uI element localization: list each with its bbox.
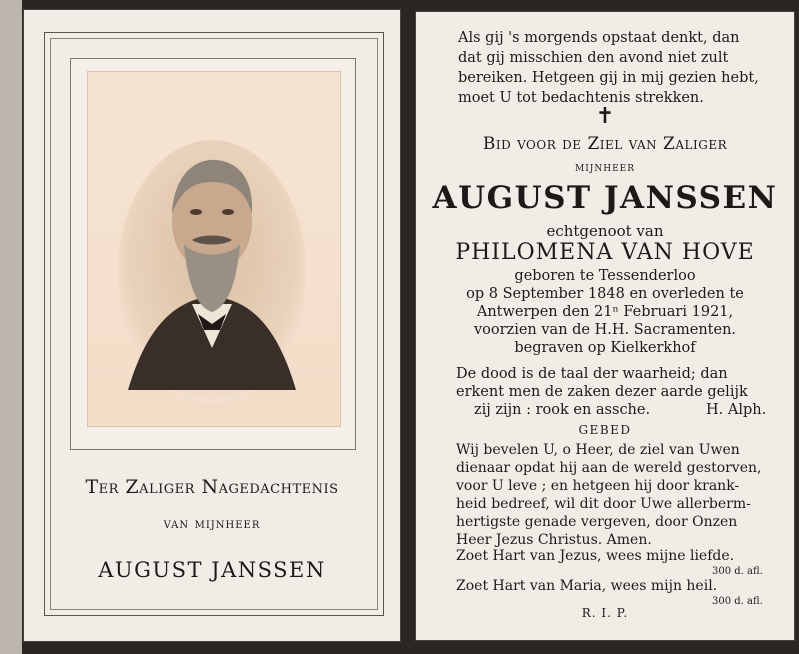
deceased-name: AUGUST JANSSEN: [432, 180, 778, 216]
invocation-maria: Zoet Hart van Maria, wees mijn heil.: [456, 578, 718, 594]
memorial-card-front: [24, 10, 400, 641]
verse-line-3: bereiken. Hetgeen gij in mij gezien hebt,: [458, 70, 759, 86]
verse-line-4: moet U tot bedachtenis strekken.: [458, 90, 704, 106]
prayer-line-2: dienaar opdat hij aan de wereld gestorven,: [456, 460, 762, 476]
scan-background: [0, 0, 22, 654]
quote-author: H. Alph.: [706, 402, 767, 418]
bio-line-5: begraven op Kielkerkhof: [514, 340, 696, 356]
prayer-request: Bid voor de Ziel van Zaliger: [482, 134, 728, 154]
prayer-line-6: Heer Jezus Christus. Amen.: [456, 532, 652, 548]
memorial-subheading: van mijnheer: [163, 516, 261, 532]
prayer-line-4: heid bedreef, wil dit door Uwe allerberm-: [456, 496, 751, 512]
bio-line-1: geboren te Tessenderloo: [514, 268, 696, 284]
bio-line-3: Antwerpen den 21ⁿ Februari 1921,: [476, 304, 734, 320]
bio-line-2: op 8 September 1848 en overleden te: [466, 286, 744, 302]
spouse-label: echtgenoot van: [546, 222, 664, 240]
memorial-card-back: [416, 12, 794, 640]
invocation-jesus: Zoet Hart van Jezus, wees mijne liefde.: [456, 548, 735, 564]
prayer-title: GEBED: [578, 423, 632, 437]
prayer-line-1: Wij bevelen U, o Heer, de ziel van Uwen: [456, 442, 740, 458]
cross-icon: ✝: [595, 104, 615, 129]
photo-mount: [70, 58, 356, 450]
quote-line-1: De dood is de taal der waarheid; dan: [456, 366, 728, 382]
prayer-line-3: voor U leve ; en hetgeen hij door krank-: [456, 478, 740, 494]
verse-line-2: dat gij misschien den avond niet zult: [458, 50, 729, 66]
deceased-name-front: AUGUST JANSSEN: [98, 558, 326, 582]
spouse-name: PHILOMENA VAN HOVE: [455, 240, 755, 265]
bio-line-4: voorzien van de H.H. Sacramenten.: [473, 322, 737, 338]
prayer-line-5: hertigste genade vergeven, door Onzen: [456, 514, 738, 530]
indulgence-note-2: 300 d. afl.: [712, 596, 763, 607]
indulgence-note-1: 300 d. afl.: [712, 566, 763, 577]
title-mister: mijnheer: [574, 160, 636, 175]
portrait-photo: [87, 71, 341, 427]
portrait-image: [88, 72, 340, 426]
quote-line-3: zij zijn : rook en assche.: [474, 402, 651, 418]
quote-line-2: erkent men de zaken dezer aarde gelijk: [456, 384, 748, 400]
memorial-heading: Ter Zaliger Nagedachtenis: [85, 476, 339, 498]
verse-line-1: Als gij 's morgends opstaat denkt, dan: [458, 30, 740, 46]
rip-text: R. I. P.: [581, 606, 629, 620]
